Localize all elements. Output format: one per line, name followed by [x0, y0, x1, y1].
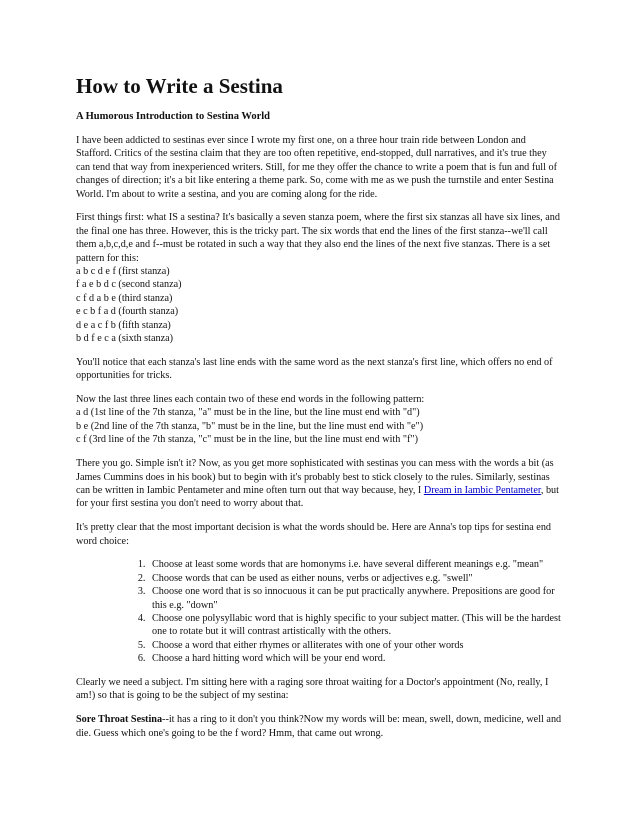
definition-paragraph: First things first: what IS a sestina? It's basically a seven stanza poem, where the first six stanzas all have six lines, and the final one has three. However, this is the tricky part. The six words that end the lines of the first stanza--we'll call them a,b,c,d,e and f--must be rotated in such a way that they also end the lines of the next five stanzas. There is a set pattern for this: [76, 212, 560, 264]
final-paragraph-text: --it has a ring to it don't you think?Now my words will be: mean, swell, down, medicine, well and die. Guess which one's going to be the f word? Hmm, that came out wrong. [76, 714, 562, 739]
definition-section [76, 211, 562, 345]
list-item: 4. Choose one polysyllabic word that is highly specific to your subject matter. (This will be the hardest one to rotate but it will contrast artistically with the others. [148, 612, 562, 639]
stanza-pattern: e c b f a d (fourth stanza) [76, 306, 179, 318]
stanza-pattern: b d f e c a (sixth stanza) [76, 333, 174, 345]
sestina-title-bold: Sore Throat Sestina [76, 714, 163, 726]
list-item: 2. Choose words that can be used as either nouns, verbs or adjectives e.g. "swell" [148, 572, 562, 585]
simple-paragraph-end: , but for your first sestina you don't need to worry about that. [76, 484, 559, 510]
envoi-line: c f (3rd line of the 7th stanza, "c" must be in the line, but the line must end with "f") [76, 434, 418, 446]
subject-paragraph: Clearly we need a subject. I'm sitting here with a raging sore throat waiting for a Doctor's appointment (No, really, I am!) so that is going to be the subject of my sestina: [76, 676, 549, 702]
page-subtitle: A Humorous Introduction to Sestina World [76, 111, 270, 122]
stanza-pattern: c f d a b e (third stanza) [76, 292, 173, 304]
notice-paragraph: You'll notice that each stanza's last line ends with the same word as the next stanza's first line, which offers no end of opportunities for tricks. [76, 356, 553, 382]
page-title: How to Write a Sestina [76, 74, 283, 98]
dream-in-iambic-pentameter-link[interactable]: Dream in Iambic Pentameter [423, 484, 541, 496]
list-item: 3. Choose one word that is so innocuous it can be put practically anywhere. Prepositions are good for this e.g. "down" [148, 585, 562, 612]
intro-paragraph: I have been addicted to sestinas ever since I wrote my first one, on a three hour train ride between London and Stafford. Critics of the sestina claim that they are too often repetitive, end-stopped, dull narratives, and it's true they can tend that way from inexperienced writers. Still, for me they offer the chance to write a poem that is fun and full of changes of direction; it's a bit like entering a theme park. So, come with me as we push the turnstile and enter Sestina World. I'm about to write a sestina, and you are coming along for the ride. [76, 135, 558, 200]
stanza-pattern: d e a c f b (fifth stanza) [76, 319, 171, 331]
envoi-line: b e (2nd line of the 7th stanza, "b" must be in the line, but the line must end with "e") [76, 420, 424, 432]
list-item: 5. Choose a word that either rhymes or alliterates with one of your other words [148, 639, 562, 652]
tips-list [76, 558, 562, 665]
list-item: 6. Choose a hard hitting word which will be your end word. [148, 652, 562, 665]
simple-paragraph [76, 457, 562, 511]
simple-paragraph-text: There you go. Simple isn't it? Now, as you get more sophisticated with sestinas you can mess with the words a bit (as James Cummins does in his book) but to begin with it's probably best to stick closely to the rules. Similarly, sestinas can be written in Iambic Pentameter and mine often turn out that way because, hey, I [76, 458, 554, 496]
final-paragraph [76, 713, 562, 740]
tips-intro: It's pretty clear that the most important decision is what the words should be. Here are Anna's top tips for sestina end word choice: [76, 522, 552, 547]
envoi-intro: Now the last three lines each contain two of these end words in the following pattern: [76, 394, 425, 406]
stanza-pattern: f a e b d c (second stanza) [76, 279, 182, 291]
envoi-line: a d (1st line of the 7th stanza, "a" must be in the line, but the line must end with "d") [76, 407, 420, 419]
list-item: 1. Choose at least some words that are homonyms i.e. have several different meanings e.g. "mean" [148, 558, 562, 571]
envoi-section [76, 393, 562, 447]
stanza-pattern: a b c d e f (first stanza) [76, 266, 170, 278]
